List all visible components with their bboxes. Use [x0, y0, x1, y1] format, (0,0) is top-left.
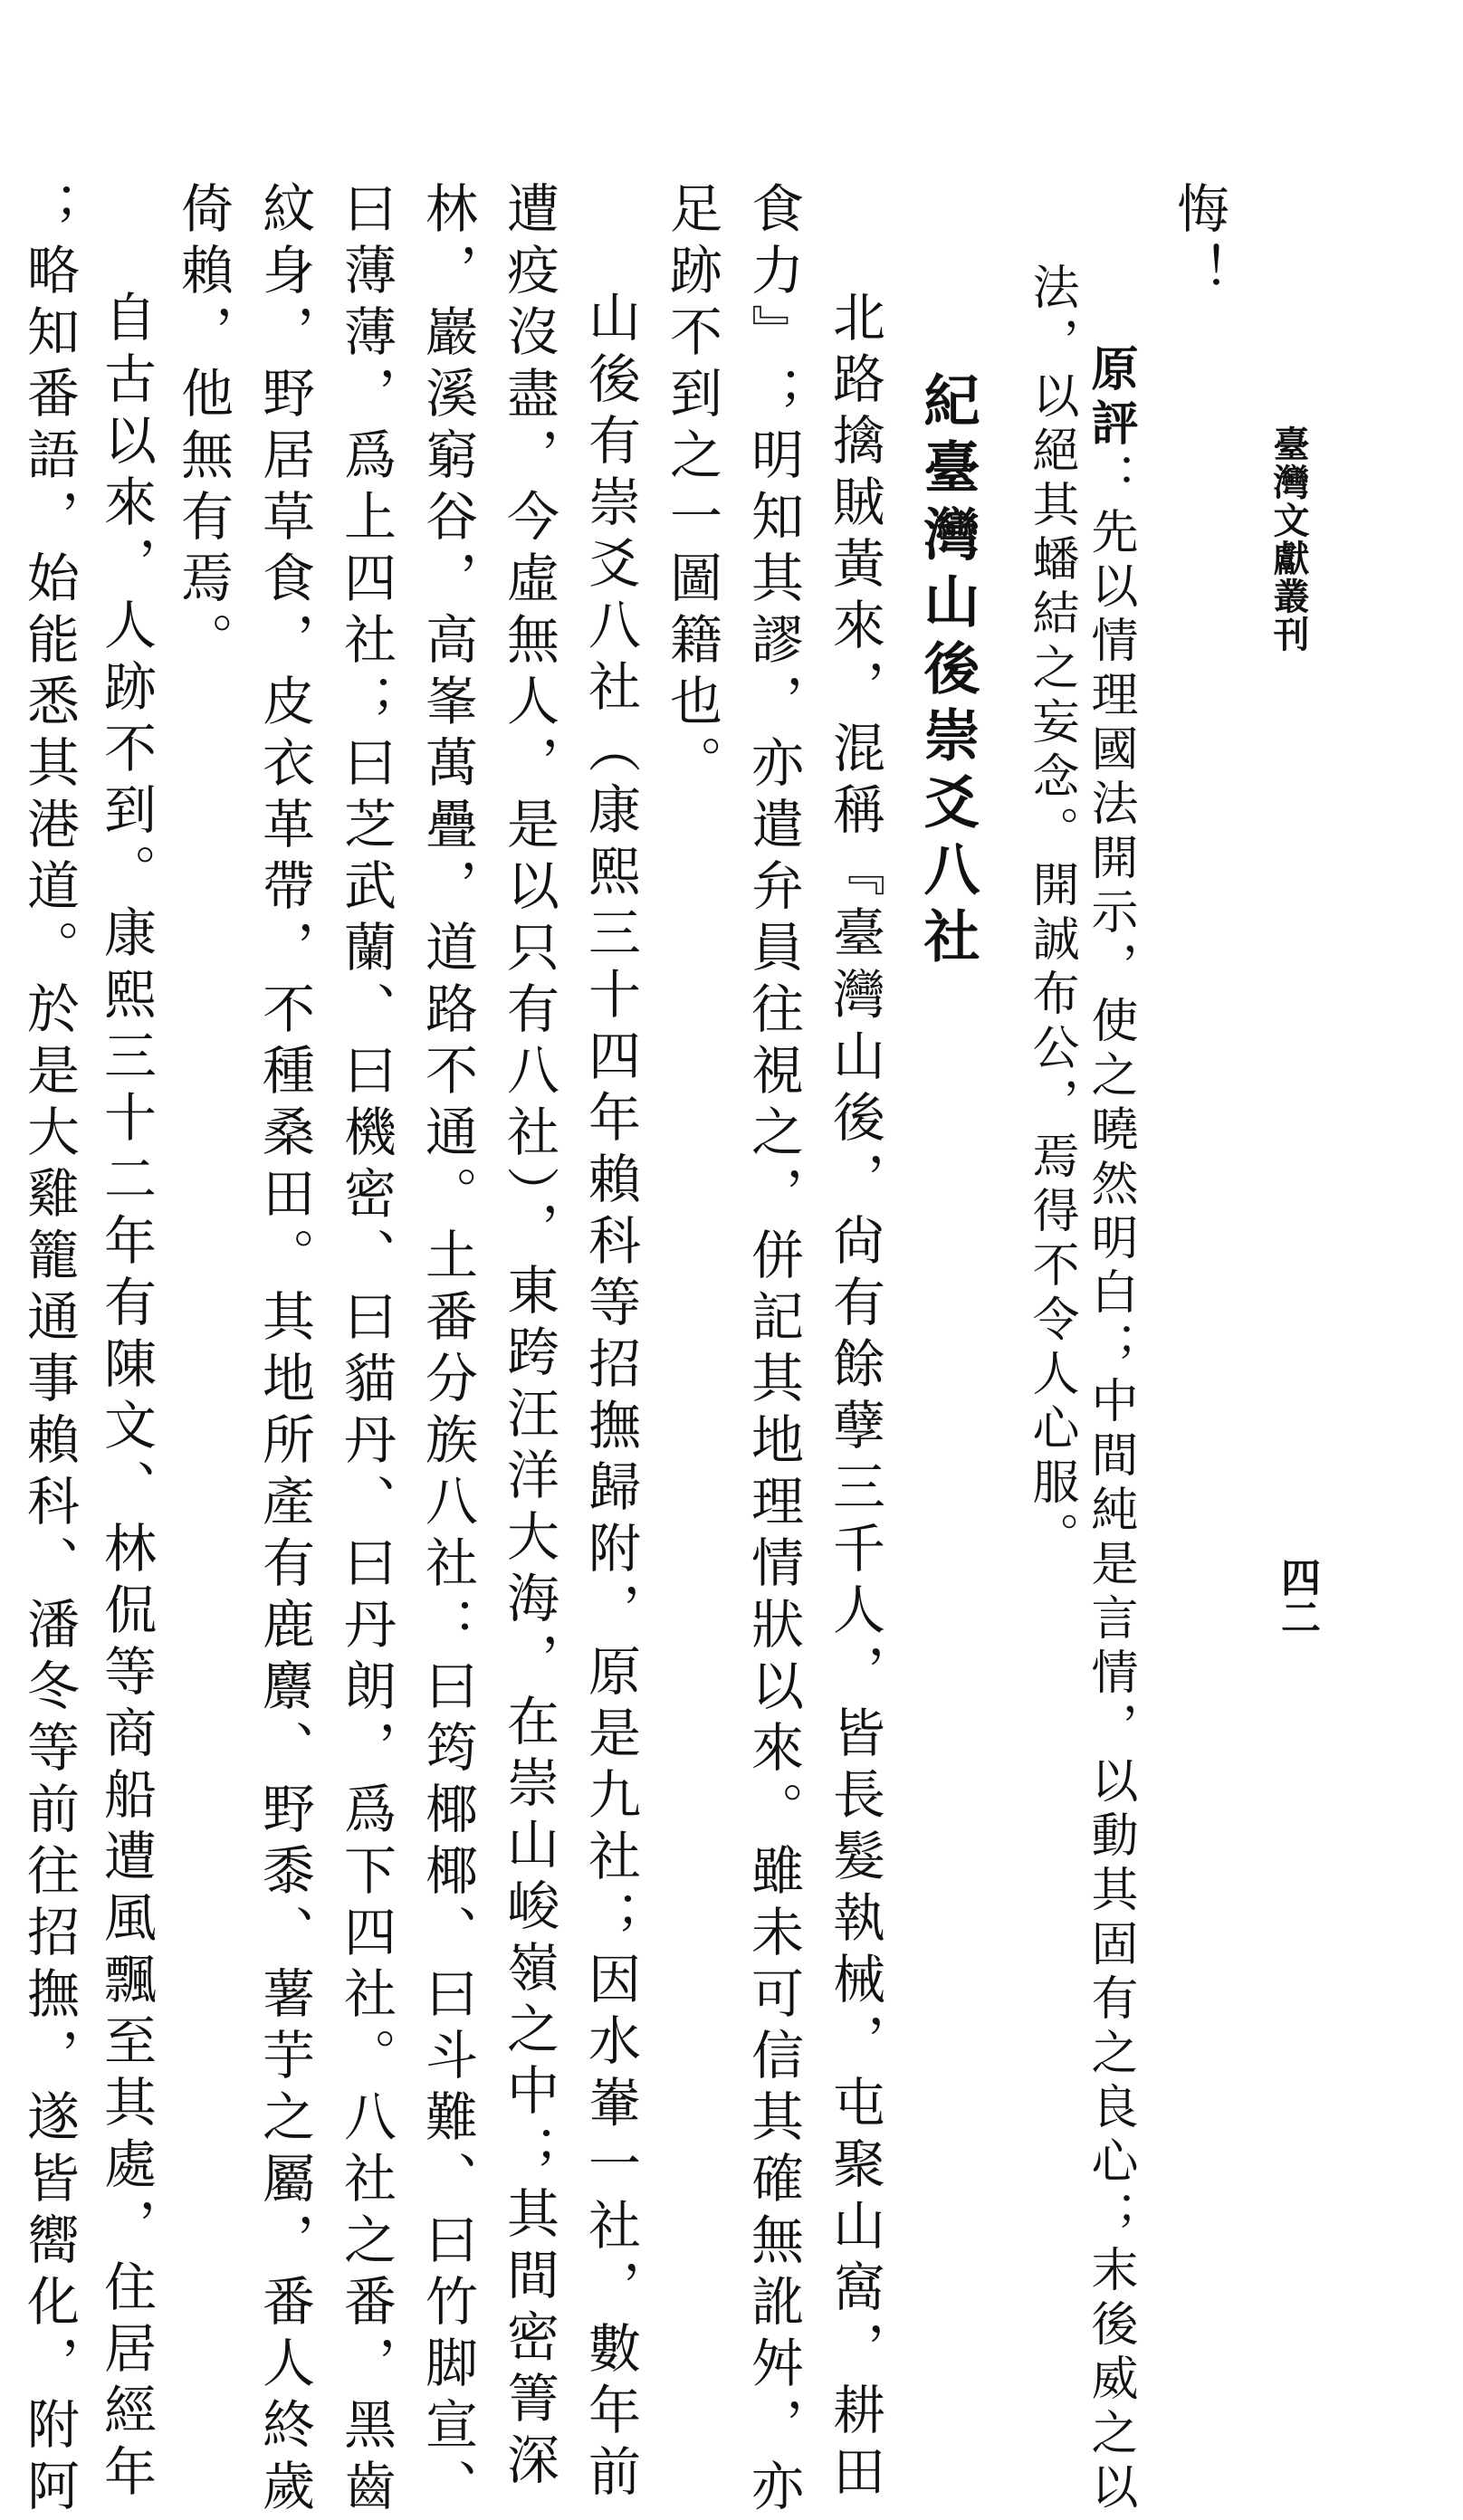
comment-text: ：先以情理國法開示，使之曉然明白；中間純是言情，以動其固有之良心；末後威之以	[1083, 453, 1137, 2516]
comment-column	[1083, 344, 1138, 2516]
text-column: 山後有崇爻八社（康熙三十四年賴科等招撫歸附，原是九社；因水輋一社，數年前	[579, 290, 641, 2506]
text-column: 北路擒賊黃來，混稱『臺灣山後，尙有餘孽三千人，皆長髮執械，屯聚山窩，耕田	[824, 290, 885, 2506]
text-column: 食力』；明知其謬，亦遣弁員往視之，併記其地理情狀以來。雖未可信其確無訛舛，亦	[742, 181, 804, 2520]
page-number: 四二	[1274, 1557, 1320, 1637]
text-column: 足跡不到之一圖籍也。	[661, 181, 722, 797]
text-column: 曰薄薄，爲上四社；曰芝武蘭、曰機密、曰貓丹、曰丹朗，爲下四社。八社之番，黑齒	[335, 181, 397, 2520]
text-column: 遭疫沒盡，今虛無人，是以只有八社），東跨汪洋大海，在崇山峻嶺之中；其間密箐深	[498, 181, 559, 2494]
text-column: 倚賴，他無有焉。	[172, 181, 234, 673]
running-title: 臺灣文獻叢刊	[1267, 425, 1310, 654]
text-column: 自古以來，人跡不到。康熙三十二年有陳文、林侃等商船遭風飄至其處，住居經年	[95, 290, 157, 2506]
comment-column: 法，以絕其蟠結之妄念。開誠布公，焉得不令人心服。	[1024, 262, 1078, 1566]
text-column: 林，巖溪窮谷，高峯萬疊，道路不通。土番分族八社：曰筠椰椰、曰斗難、曰竹脚宣、	[416, 181, 478, 2520]
text-column: 悔！	[1168, 181, 1229, 304]
section-heading: 紀臺灣山後崇爻八社	[914, 371, 980, 974]
text-column: 紋身，野居草食，皮衣革帶，不種桑田。其地所產有鹿麖、野黍、薯芋之屬，番人終歲	[253, 181, 315, 2520]
text-column: ；略知番語，始能悉其港道。於是大雞籠通事賴科、潘冬等前往招撫，遂皆嚮化，附阿	[18, 181, 80, 2520]
comment-label: 原評	[1083, 344, 1138, 453]
